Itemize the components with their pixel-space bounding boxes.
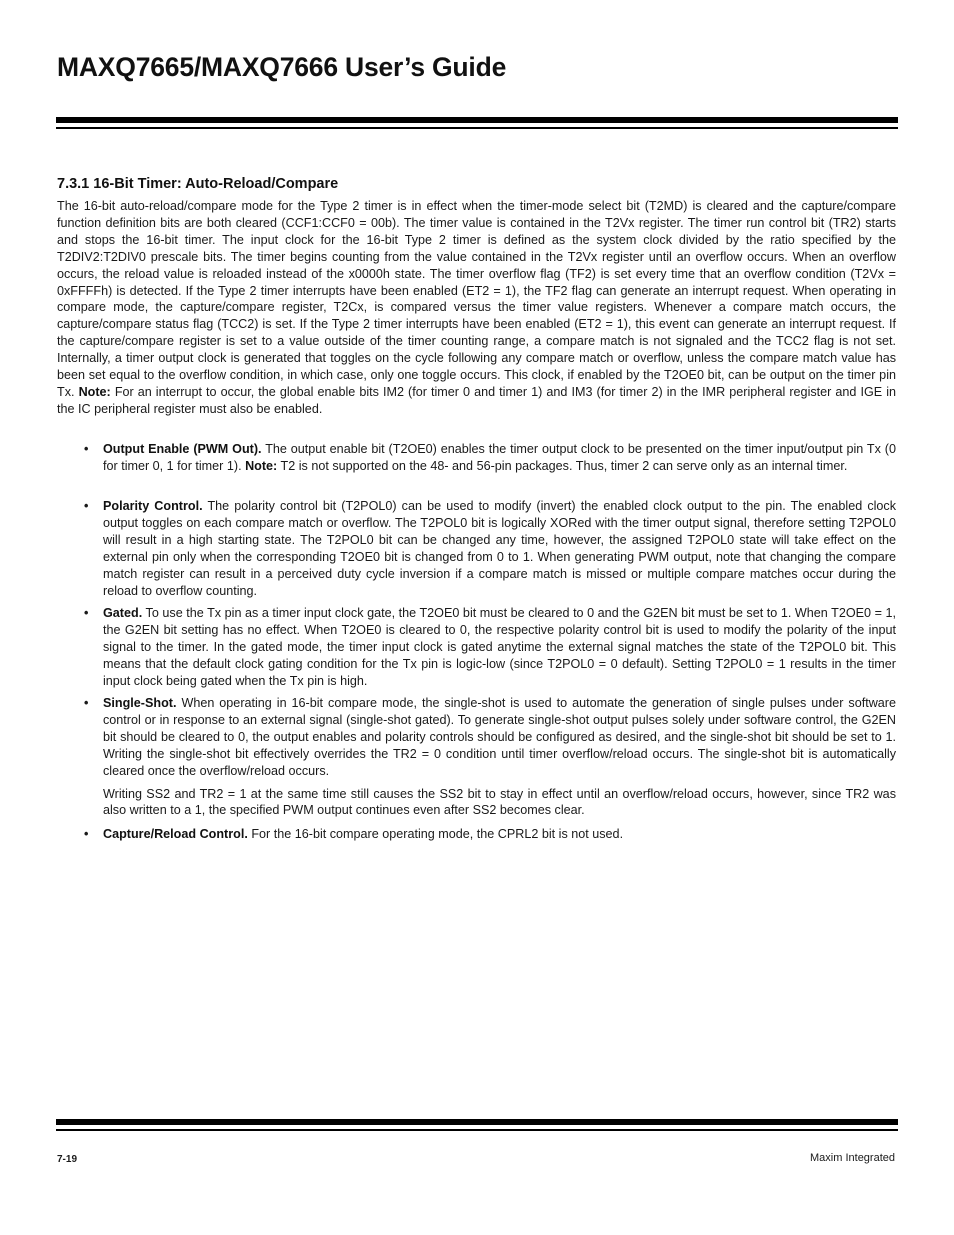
section-heading: 7.3.1 16-Bit Timer: Auto-Reload/Compare (57, 176, 339, 192)
bullet-note-label: Note: (245, 458, 278, 473)
bullet-text: To use the Tx pin as a timer input clock gate, the T2OE0 bit must be cleared to 0 and the G2EN bit must be set to 1. When T2OE0 = 1, the G2EN bit setting has no effect. When T2OE0 is cleared to 0, the respective polarity control bit is used to modify the polarity of the input signal to the timer. In the gated mode, the timer input clock is gated anytime the external signal matches the state of the T2POL0 bit. This means that the default clock gating condition for the Tx pin is logic-low (since T2POL0 = 0 default). Setting T2POL0 = 1 results in the timer input clock being gated when the Tx pin is high. (103, 606, 896, 688)
bullet-polarity-control (57, 498, 896, 599)
bullet-label: Output Enable (PWM Out). (103, 442, 262, 456)
bullet-label: Capture/Reload Control. (103, 827, 248, 841)
bullet-gated (57, 605, 896, 690)
bullet-text: For the 16-bit compare operating mode, the CPRL2 bit is not used. (251, 827, 624, 841)
header-rule-thick (56, 117, 898, 123)
bullet-marker: • (84, 696, 89, 710)
bullet-output-enable (57, 441, 896, 475)
company-name: Maxim Integrated (810, 1152, 895, 1164)
bullet-text: The output enable bit (T2OE0) enables the timer output clock to be presented on the timer input/output pin Tx (0 for timer 0, 1 for timer 1). (103, 442, 896, 473)
bullet-marker: • (84, 499, 89, 513)
intro-paragraph (57, 198, 896, 418)
intro-text: The 16-bit auto-reload/compare mode for the Type 2 timer is in effect when the timer-mode select bit (T2MD) is cleared and the capture/compare function definition bits are both cleared (CCF1:CCF0 = 00b). The timer value is contained in the T2Vx register. The timer run control bit (TR2) starts and stops the 16-bit timer. The input clock for the 16-bit Type 2 timer is defined as the system clock divided by the ratio specified by the T2DIV2:T2DIV0 prescale bits. The timer begins counting from the value contained in the T2Vx register until an overflow occurs. When an overflow occurs, the reload value is reloaded instead of the x0000h state. The timer overflow flag (TF2) is set every time that an overflow condition (T2Vx = 0xFFFFh) is detected. If the Type 2 timer interrupts have been enabled (ET2 = 1), the TF2 flag can generate an interrupt request. When operating in compare mode, the capture/compare register, T2Cx, is compared versus the timer value registers. Whenever a compare match occurs, the capture/compare status flag (TCC2) is set. If the Type 2 timer interrupts have been enabled (ET2 = 1), this event can generate an interrupt request. If the capture/compare register is set to a value outside of the timer counting range, a compare match is not signaled and the TCC2 flag is not set. Internally, a timer output clock is generated that toggles on the cycle following any compare match or overflow, unless the compare match value has been set equal to the overflow condition, in which case, only one toggle occurs. This clock, if enabled by the T2OE0 bit, can be output on the timer pin Tx. (57, 199, 896, 399)
bullet-marker: • (84, 827, 89, 841)
bullet-note-text: T2 is not supported on the 48- and 56-pin packages. Thus, timer 2 can serve only as an internal timer. (280, 458, 848, 473)
intro-note-text: For an interrupt to occur, the global enable bits IM2 (for timer 0 and timer 1) and IM3 (for timer 2) in the IMR peripheral register and IGE in the IC peripheral register must also be enabled. (57, 384, 897, 416)
bullet-label: Single-Shot. (103, 696, 177, 710)
footer-rule-thin (56, 1129, 898, 1131)
bullet-single-shot (57, 695, 896, 819)
bullet-text: When operating in 16-bit compare mode, the single-shot is used to automate the generation of single pulses under software control or in response to an external signal (single-shot gated). To generate single-shot output pulses solely under software control, the G2EN bit should be cleared to 0, the output enables and polarity controls should be configured as desired, and the single-shot bit should be set to 1. Writing the single-shot bit effectively overrides the TR2 = 0 condition until timer overflow/reload occurs. The single-shot bit is automatically cleared once the overflow/reload occurs. (103, 696, 896, 778)
header-rule-thin (56, 127, 898, 129)
bullet-text: The polarity control bit (T2POL0) can be used to modify (invert) the enabled clock output to the pin. The enabled clock output toggles on each compare match or overflow. The T2POL0 bit is logically XORed with the timer output signal, therefore setting T2POL0 will result in a high starting state. The T2POL0 bit can be changed any time, however, the assigned T2POL0 state will take effect on the external pin only when the corresponding T2OE0 bit is changed from 0 to 1. When generating PWM output, note that changing the compare match register can result in a perceived duty cycle inversion if a compare match is missed or multiple compare matches occur during the reload to overflow counting. (103, 499, 897, 598)
page-number: 7-19 (57, 1154, 78, 1165)
bullet-capture-reload (57, 826, 896, 843)
bullet-marker: • (84, 606, 89, 620)
bullet-marker: • (84, 442, 89, 456)
bullet-label: Polarity Control. (103, 499, 203, 513)
single-shot-extra-paragraph: Writing SS2 and TR2 = 1 at the same time still causes the SS2 bit to stay in effect until an overflow/reload occurs, however, since TR2 was also written to a 1, the specified PWM output continues even after SS2 becomes clear. (103, 786, 896, 818)
bullet-label: Gated. (103, 606, 143, 620)
intro-note-label: Note: (78, 384, 111, 399)
footer-rule-thick (56, 1119, 898, 1125)
document-title: MAXQ7665/MAXQ7666 User’s Guide (57, 52, 507, 82)
